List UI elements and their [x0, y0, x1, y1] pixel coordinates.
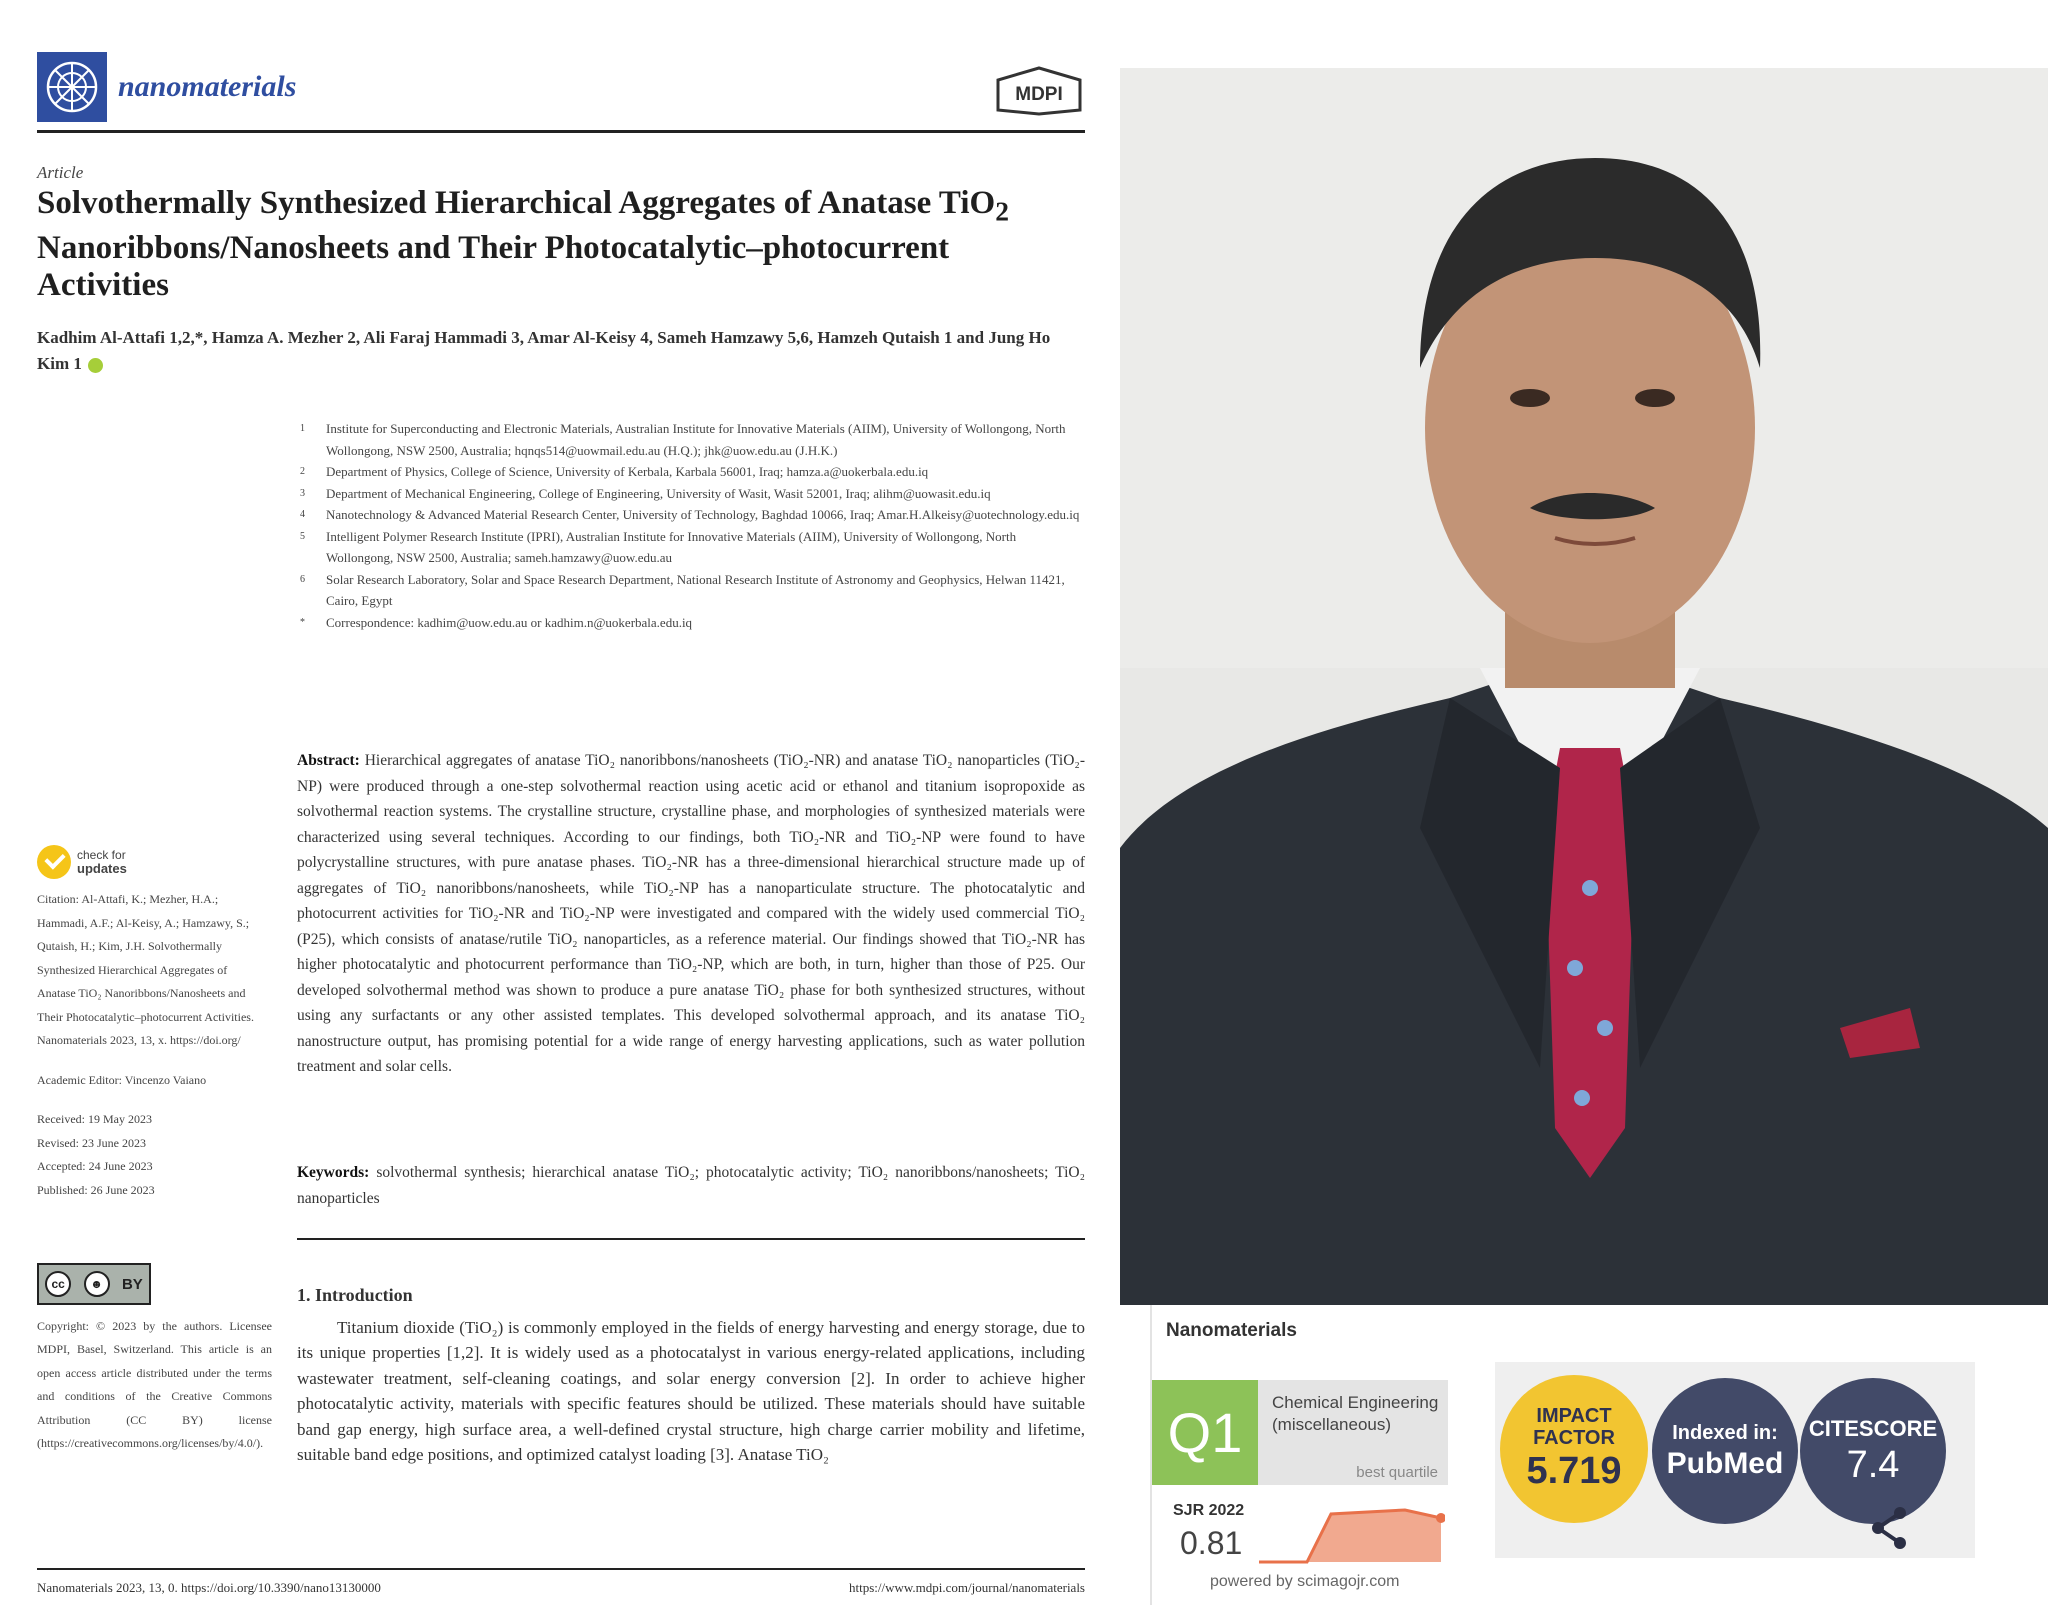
- author-portrait: [1120, 68, 2048, 1305]
- published-date: Published: 26 June 2023: [37, 1182, 155, 1197]
- affiliation-item: 4 Nanotechnology & Advanced Material Research Center, University of Technology, Baghdad 10066, Iraq; Amar.H.Alkeisy@uotechnology.edu.iq: [300, 507, 1080, 522]
- affiliation-item: 3 Department of Mechanical Engineering, College of Engineering, University of Wasit, Wasit 52001, Iraq; alihm@uowasit.edu.iq: [300, 485, 991, 501]
- article-type: Article: [37, 163, 84, 182]
- academic-editor: Academic Editor: Vincenzo Vaiano: [37, 1072, 207, 1087]
- pubmed-badge: Indexed in: PubMed: [1652, 1378, 1798, 1524]
- section-heading: 1. Introduction: [297, 1285, 413, 1305]
- correspondence-item: * Correspondence: kadhim@uow.edu.au or kadhim.n@uokerbala.edu.iq: [300, 614, 693, 630]
- abstract-label: Abstract:: [297, 752, 360, 769]
- section-divider: [297, 1238, 1085, 1240]
- title-part-2: Nanoribbons/Nanosheets and Their Photocatalytic–photocurrent Activities: [37, 229, 950, 303]
- cc-by-license-badge[interactable]: [37, 1263, 151, 1305]
- abstract: [297, 748, 1085, 1080]
- widget-journal-title: Nanomaterials: [1166, 1320, 1297, 1341]
- sjr-value: 0.81: [1180, 1525, 1243, 1561]
- sjr-trend-sparkline: [1255, 1498, 1445, 1566]
- footer-citation: Nanomaterials 2023, 13, 0. https://doi.org/10.3390/nano13130000: [37, 1580, 381, 1595]
- affiliation-item: 1 Institute for Superconducting and Electronic Materials, Australian Institute for Innovative Materials (AIIM), University of Wollongong, North Wollongong, NSW 2500, Australia; hqnqs514@uowmail.edu.au (H.Q.); jhk@uow.edu.au (J.H.K.): [300, 421, 1066, 458]
- received-date: Received: 19 May 2023: [37, 1112, 152, 1126]
- impact-factor-badge: IMPACT FACTOR 5.719: [1500, 1375, 1648, 1523]
- citescore-badge: CITESCORE 7.4: [1800, 1378, 1946, 1524]
- check-for-updates[interactable]: check for updates: [37, 845, 127, 879]
- abstract-text: Hierarchical aggregates of anatase TiO₂ nanoribbons/nanosheets (TiO₂-NR) and anatase TiO₂ nanoparticles (TiO₂-NP) were produced through a one-step solvothermal reaction using acetic acid or ethanol and titanium isopropoxide as solvothermal reaction systems. The crystalline structure, crystalline phase, and morphologies of synthesized materials were characterized using several techniques. According to our findings, both TiO₂-NR and TiO₂-NP were found to have polycrystalline structures, with pure anatase phases. TiO₂-NR has a three-dimensional hierarchical structure made up of aggregates of TiO₂ nanoribbons/nanosheets, while TiO₂-NP has a nanoparticulate structure. The photocatalytic and photocurrent activities for TiO₂-NR and TiO₂-NP were investigated and compared with the widely used commercial TiO₂ (P25), which consists of anatase/rutile TiO₂ nanoparticles, as a reference material. Our findings showed that TiO₂-NR has higher photocatalytic and photocurrent performance than TiO₂-NP, which are both, in turn, higher than those of P25. Our developed solvothermal method was shown to produce a pure anatase TiO₂ phase for both synthesized structures, without using any surfactants or any other assisted templates. This developed solvothermal approach, and its anatase TiO₂ nanostructure output, has promising potential for a wide range of energy harvesting applications, such as water pollution treatment and solar cells.: [297, 752, 1085, 1075]
- publisher-logo: [996, 66, 1082, 116]
- keywords-label: Keywords:: [297, 1164, 370, 1181]
- keywords-text: solvothermal synthesis; hierarchical anatase TiO₂; photocatalytic activity; TiO₂ nanoribbons/nanosheets; TiO₂ nanoparticles: [297, 1164, 1085, 1207]
- cc-icon: cc: [45, 1271, 71, 1297]
- affiliation-item: 6 Solar Research Laboratory, Solar and Space Research Department, National Research Institute of Astronomy and Geophysics, Helwan 11421, Cairo, Egypt: [300, 571, 1065, 608]
- authors-text: Kadhim Al-Attafi 1,2,*, Hamza A. Mezher 2, Ali Faraj Hammadi 3, Amar Al-Keisy 4, Sameh Hamzawy 5,6, Hamzeh Qutaish 1 and Jung Ho Kim 1: [37, 328, 1051, 373]
- revised-date: Revised: 23 June 2023: [37, 1135, 146, 1150]
- header-divider: [37, 130, 1085, 133]
- orcid-icon[interactable]: [88, 358, 103, 373]
- journal-name: nanomaterials: [118, 70, 297, 103]
- affiliations: [300, 418, 1085, 633]
- title-subscript: 2: [995, 195, 1009, 227]
- portrait-illustration: [1120, 68, 2048, 1305]
- powered-by[interactable]: powered by scimagojr.com: [1210, 1573, 1400, 1590]
- journal-logo: [37, 52, 107, 122]
- affiliation-item: 2 Department of Physics, College of Science, University of Kerbala, Karbala 56001, Iraq; hamza.a@uokerbala.edu.iq: [300, 464, 929, 479]
- category-name: Chemical Engineering (miscellaneous): [1272, 1393, 1439, 1434]
- paper-title: [37, 185, 1037, 304]
- quartile-note: best quartile: [1356, 1464, 1438, 1481]
- quartile-badge: Q1: [1152, 1380, 1258, 1485]
- citation: Citation: Al-Attafi, K.; Mezher, H.A.; Hammadi, A.F.; Al-Keisy, A.; Hamzawy, S.; Qutaish, H.; Kim, J.H. Solvothermally Synthesized Hierarchical Aggregates of Anatase TiO₂ Nanoribbons/Nanosheets and Their Photocatalytic–photocurrent Activities. Nanomaterials 2023, 13, x. https://doi.org/: [37, 892, 254, 1047]
- cc-label: BY: [121, 1275, 143, 1293]
- author-list: [37, 325, 1077, 377]
- impact-factor-value: 5.719: [1526, 1450, 1622, 1492]
- affiliation-item: 5 Intelligent Polymer Research Institute (IPRI), Australian Institute for Innovative Materials (AIIM), University of Wollongong, North Wollongong, NSW 2500, Australia; sameh.hamzawy@uow.edu.au: [300, 528, 1017, 565]
- keywords: [297, 1160, 1085, 1211]
- attribution-icon: ☻: [84, 1271, 110, 1297]
- citescore-value: 7.4: [1846, 1444, 1900, 1486]
- footer-divider: [37, 1568, 1085, 1570]
- footer-url: https://www.mdpi.com/journal/nanomaterials: [848, 1580, 1085, 1595]
- intro-paragraph: Titanium dioxide (TiO₂) is commonly employed in the fields of energy harvesting and energy storage, due to its unique properties [1,2]. It is widely used as a photocatalyst in various energy-related applications, including wastewater treatment, self-cleaning coatings, and solar energy conversion [2]. In order to achieve higher photocatalytic activity, materials with specific features should be utilized. These materials should have suitable band gap energy, high surface area, a well-defined crystal structure, high charge carrier mobility and lifetime, suitable band edge positions, and optimized catalyst loading [3]. Anatase TiO₂: [297, 1318, 1085, 1465]
- publisher-name: MDPI: [1015, 84, 1063, 105]
- copyright-notice: Copyright: © 2023 by the authors. Licensee MDPI, Basel, Switzerland. This article is an open access article distributed under the terms and conditions of the Creative Commons Attribution (CC BY) license (https://creativecommons.org/licenses/by/4.0/).: [37, 1319, 272, 1451]
- check-icon: [37, 845, 71, 879]
- title-part-1: Solvothermally Synthesized Hierarchical Aggregates of Anatase TiO: [37, 185, 996, 221]
- article-info-sidebar: [37, 888, 267, 1202]
- accepted-date: Accepted: 24 June 2023: [37, 1159, 153, 1173]
- share-icon[interactable]: [1870, 1505, 1910, 1551]
- sjr-label: SJR 2022: [1173, 1502, 1245, 1519]
